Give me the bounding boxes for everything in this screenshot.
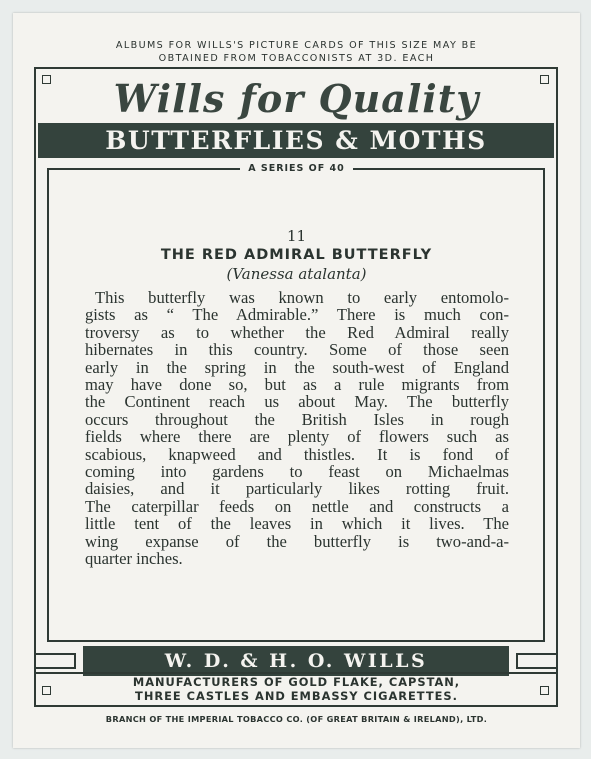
maker-name: W. D. & H. O. WILLS bbox=[164, 650, 428, 672]
series-title: BUTTERFLIES & MOTHS bbox=[105, 126, 487, 155]
brand-slogan: Wills for Quality bbox=[113, 76, 480, 121]
maker-side-bar-right bbox=[516, 653, 558, 669]
album-note-line-1: ALBUMS FOR WILLS'S PICTURE CARDS OF THIS SIZE MAY BE bbox=[115, 40, 478, 51]
description-line: early in the spring in the south-west of England bbox=[85, 357, 509, 377]
maker-products-line-2: THREE CASTLES AND EMBASSY CIGARETTES. bbox=[135, 689, 458, 703]
description-line: coming into gardens to feast on Michaelmas bbox=[85, 462, 509, 482]
album-note bbox=[13, 39, 580, 65]
description-line: little tent of the leaves in which it lives. The bbox=[85, 514, 509, 534]
description-line: quarter inches. bbox=[85, 549, 183, 569]
description-line: daisies, and it particularly likes rotting fruit. bbox=[85, 479, 509, 499]
latin-name: (Vanessa atalanta) bbox=[226, 265, 367, 283]
description-line: occurs throughout the British Isles in rough bbox=[85, 409, 509, 429]
maker-products bbox=[13, 675, 580, 703]
description bbox=[85, 289, 509, 568]
series-title-banner bbox=[38, 123, 554, 158]
description-line: gists as “ The Admirable.” There is much con- bbox=[85, 305, 509, 325]
card-number: 11 bbox=[286, 227, 307, 245]
company-note: BRANCH OF THE IMPERIAL TOBACCO CO. (OF GREAT BRITAIN & IRELAND), LTD. bbox=[105, 714, 488, 724]
cigarette-card bbox=[13, 13, 580, 748]
description-line: scabious, knapweed and thistles. It is fond of bbox=[85, 444, 509, 464]
album-note-line-2: OBTAINED FROM TOBACCONISTS AT 3D. EACH bbox=[158, 53, 435, 64]
series-subtitle: A SERIES OF 40 bbox=[240, 163, 353, 174]
description-line: troversy as to whether the Red Admiral really bbox=[85, 322, 509, 342]
description-line: This butterfly was known to early entomolo- bbox=[95, 288, 509, 307]
maker-products-line-1: MANUFACTURERS OF GOLD FLAKE, CAPSTAN, bbox=[132, 675, 461, 689]
description-line: the Continent reach us about May. The butterfly bbox=[85, 392, 509, 412]
description-line: hibernates in this country. Some of those seen bbox=[85, 340, 509, 360]
series-subtitle-wrap bbox=[13, 163, 580, 174]
maker-side-bar-left bbox=[34, 653, 76, 669]
description-line: may have done so, but as a rule migrants from bbox=[85, 375, 509, 395]
description-line: fields where there are plenty of flowers such as bbox=[85, 427, 509, 447]
description-line: The caterpillar feeds on nettle and constructs a bbox=[85, 496, 509, 516]
description-line: wing expanse of the butterfly is two-and-a- bbox=[85, 531, 509, 551]
card-title: THE RED ADMIRAL BUTTERFLY bbox=[160, 247, 433, 263]
